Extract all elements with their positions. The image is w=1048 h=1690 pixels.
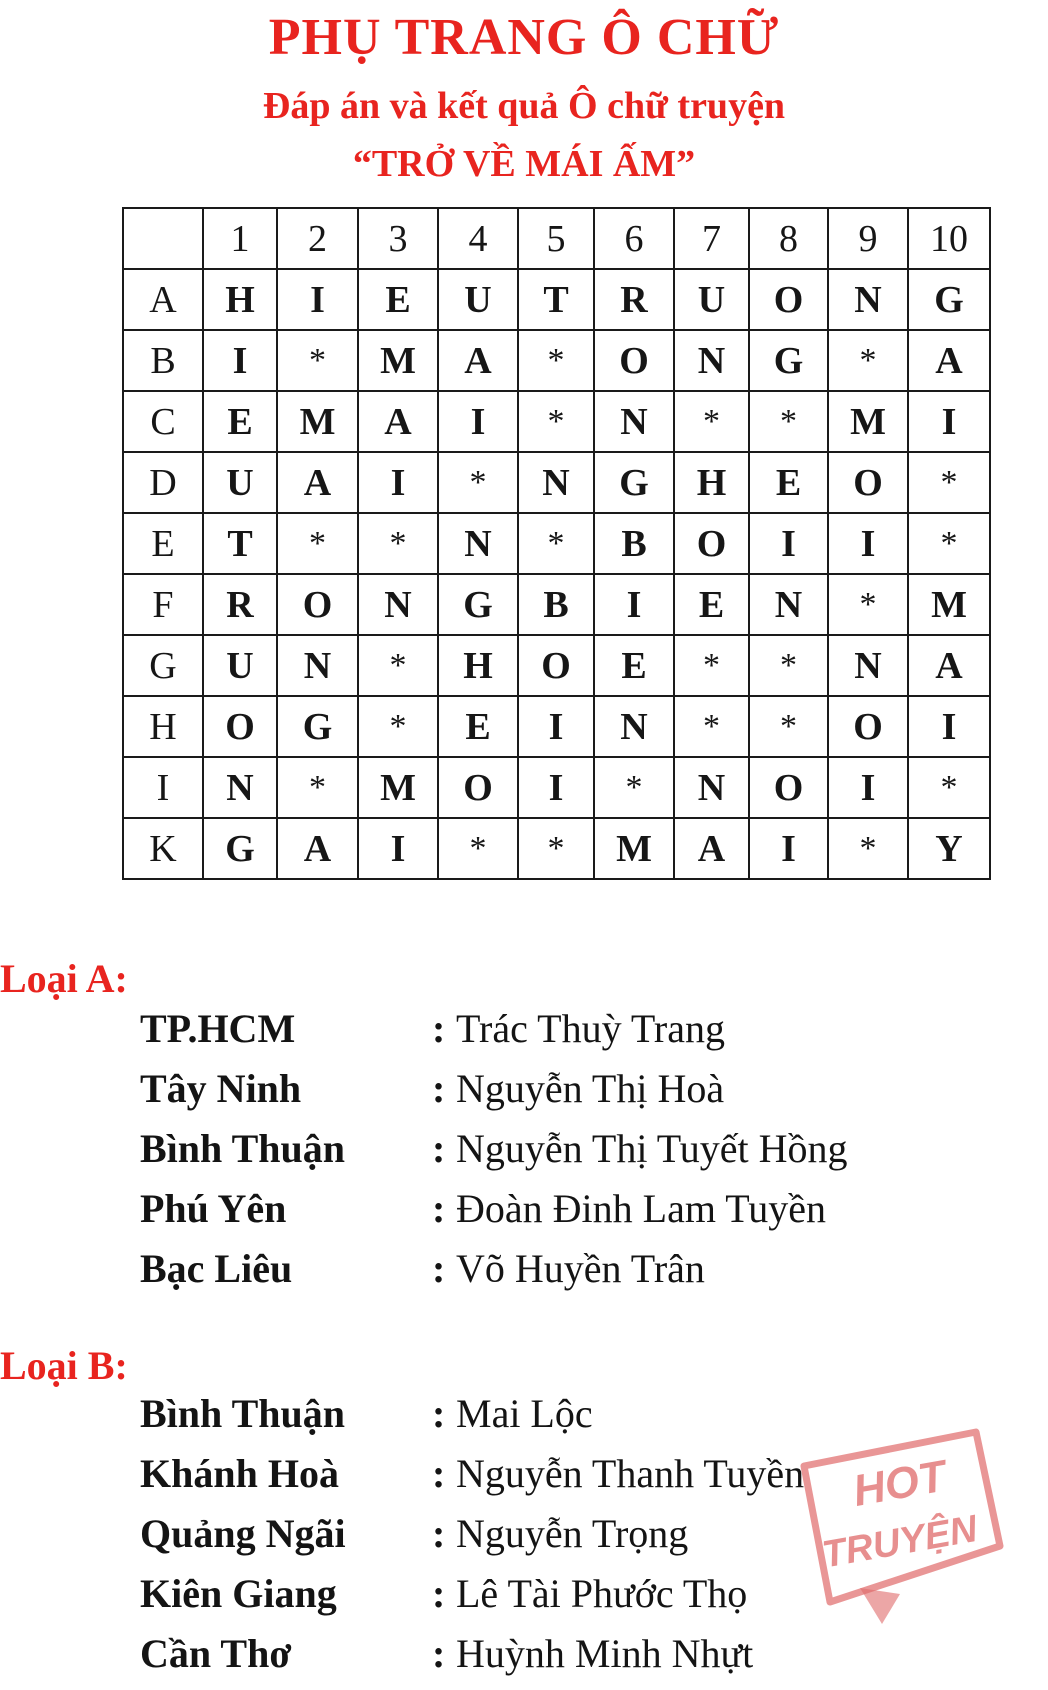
grid-cell: N: [594, 391, 674, 452]
grid-cell: N: [674, 757, 749, 818]
grid-cell: A: [438, 330, 518, 391]
grid-cell: I: [203, 330, 277, 391]
grid-row-label: D: [123, 452, 203, 513]
grid-row: [123, 696, 990, 757]
grid-row: [123, 269, 990, 330]
winner-name: Lê Tài Phước Thọ: [456, 1571, 748, 1616]
winner-place: Phú Yên: [140, 1186, 287, 1231]
grid-column-header: 1: [203, 208, 277, 269]
winner-name: Nguyễn Trọng: [456, 1511, 689, 1556]
grid-cell: I: [277, 269, 358, 330]
grid-row-label: G: [123, 635, 203, 696]
entry-separator: :: [432, 1391, 446, 1436]
grid-cell: *: [908, 452, 990, 513]
winner-place: Khánh Hoà: [140, 1451, 339, 1496]
grid-cell: Y: [908, 818, 990, 879]
grid-cell: N: [438, 513, 518, 574]
grid-row: [123, 391, 990, 452]
grid-row: [123, 330, 990, 391]
grid-cell: O: [277, 574, 358, 635]
grid-cell: G: [908, 269, 990, 330]
hot-truyen-watermark-logo: [790, 1428, 1012, 1630]
grid-cell: A: [358, 391, 438, 452]
watermark-logo-shape: [790, 1428, 1012, 1630]
grid-corner-cell: [123, 208, 203, 269]
grid-cell: B: [518, 574, 594, 635]
group-b-label: Loại B:: [0, 1343, 128, 1388]
entry-separator: :: [432, 1631, 446, 1676]
grid-cell: N: [828, 269, 908, 330]
grid-column-header: 4: [438, 208, 518, 269]
grid-row: [123, 818, 990, 879]
winner-name: Trác Thuỳ Trang: [456, 1006, 725, 1051]
winner-place: Bình Thuận: [140, 1126, 345, 1171]
grid-cell: *: [277, 757, 358, 818]
grid-cell: G: [438, 574, 518, 635]
grid-cell: *: [908, 513, 990, 574]
winner-entry: [0, 1185, 1048, 1245]
grid-cell: I: [908, 696, 990, 757]
grid-cell: U: [203, 452, 277, 513]
grid-cell: *: [749, 391, 828, 452]
page-title: PHỤ TRANG Ô CHỮ: [268, 9, 780, 66]
winner-place: Tây Ninh: [140, 1066, 302, 1111]
grid-cell: *: [358, 513, 438, 574]
winner-place: Bạc Liêu: [140, 1246, 293, 1291]
grid-cell: E: [594, 635, 674, 696]
grid-cell: O: [594, 330, 674, 391]
grid-cell: A: [908, 635, 990, 696]
grid-cell: E: [438, 696, 518, 757]
grid-cell: I: [749, 513, 828, 574]
grid-row: [123, 513, 990, 574]
grid-row-label: B: [123, 330, 203, 391]
entry-separator: :: [432, 1246, 446, 1291]
grid-cell: *: [749, 635, 828, 696]
grid-cell: *: [277, 513, 358, 574]
grid-cell: *: [828, 330, 908, 391]
winner-name: Mai Lộc: [456, 1391, 593, 1436]
winner-place: Bình Thuận: [140, 1391, 345, 1436]
grid-row: [123, 635, 990, 696]
grid-cell: H: [674, 452, 749, 513]
grid-cell: G: [203, 818, 277, 879]
grid-row: [123, 757, 990, 818]
grid-cell: A: [908, 330, 990, 391]
winner-place: Quảng Ngãi: [140, 1511, 346, 1556]
grid-row: [123, 574, 990, 635]
grid-cell: M: [594, 818, 674, 879]
grid-cell: H: [438, 635, 518, 696]
grid-cell: *: [908, 757, 990, 818]
svg-text:TRUYỆN: TRUYỆN: [819, 1507, 981, 1577]
grid-cell: *: [674, 635, 749, 696]
grid-cell: O: [749, 269, 828, 330]
entry-separator: :: [432, 1066, 446, 1111]
grid-cell: H: [203, 269, 277, 330]
grid-cell: *: [358, 635, 438, 696]
grid-cell: N: [594, 696, 674, 757]
winner-place: Cần Thơ: [140, 1631, 292, 1676]
grid-cell: *: [518, 818, 594, 879]
winner-name: Nguyễn Thị Tuyết Hồng: [456, 1126, 848, 1171]
grid-cell: M: [828, 391, 908, 452]
grid-cell: O: [828, 696, 908, 757]
grid-column-header: 8: [749, 208, 828, 269]
grid-cell: I: [358, 452, 438, 513]
grid-cell: T: [203, 513, 277, 574]
grid-cell: I: [438, 391, 518, 452]
grid-cell: O: [438, 757, 518, 818]
grid-cell: N: [203, 757, 277, 818]
winner-name: Võ Huyền Trân: [456, 1246, 705, 1291]
grid-cell: U: [438, 269, 518, 330]
page-subtitle-line2: “TRỞ VỀ MÁI ẤM”: [352, 143, 696, 185]
grid-cell: E: [749, 452, 828, 513]
grid-cell: I: [518, 696, 594, 757]
grid-cell: G: [749, 330, 828, 391]
grid-cell: *: [518, 330, 594, 391]
grid-cell: *: [518, 391, 594, 452]
grid-row-label: A: [123, 269, 203, 330]
grid-cell: E: [358, 269, 438, 330]
grid-column-header: 2: [277, 208, 358, 269]
grid-row-label: E: [123, 513, 203, 574]
grid-cell: E: [203, 391, 277, 452]
grid-cell: *: [749, 696, 828, 757]
grid-cell: *: [594, 757, 674, 818]
grid-cell: A: [674, 818, 749, 879]
grid-cell: N: [674, 330, 749, 391]
grid-cell: *: [828, 574, 908, 635]
entry-separator: :: [432, 1186, 446, 1231]
grid-row-label: I: [123, 757, 203, 818]
winner-place: TP.HCM: [140, 1006, 296, 1051]
grid-cell: I: [828, 757, 908, 818]
grid-cell: M: [277, 391, 358, 452]
page-subtitle-line1: Đáp án và kết quả Ô chữ truyện: [262, 85, 786, 127]
winner-place: Kiên Giang: [140, 1571, 337, 1616]
grid-cell: M: [908, 574, 990, 635]
winner-entry: [0, 1630, 1048, 1690]
entry-separator: :: [432, 1126, 446, 1171]
grid-cell: M: [358, 757, 438, 818]
grid-cell: T: [518, 269, 594, 330]
grid-column-header: 7: [674, 208, 749, 269]
entry-separator: :: [432, 1006, 446, 1051]
grid-column-header: 9: [828, 208, 908, 269]
grid-cell: I: [828, 513, 908, 574]
grid-cell: O: [674, 513, 749, 574]
grid-row-label: F: [123, 574, 203, 635]
winner-name: Nguyễn Thanh Tuyền: [456, 1451, 805, 1496]
grid-header-row: [123, 208, 990, 269]
grid-cell: G: [594, 452, 674, 513]
grid-cell: I: [518, 757, 594, 818]
grid-cell: A: [277, 452, 358, 513]
entry-separator: :: [432, 1571, 446, 1616]
grid-cell: I: [594, 574, 674, 635]
grid-cell: N: [749, 574, 828, 635]
grid-cell: G: [277, 696, 358, 757]
grid-cell: O: [203, 696, 277, 757]
grid-cell: E: [674, 574, 749, 635]
grid-cell: *: [438, 452, 518, 513]
svg-text:HOT: HOT: [849, 1451, 950, 1516]
grid-cell: A: [277, 818, 358, 879]
entry-separator: :: [432, 1451, 446, 1496]
grid-cell: B: [594, 513, 674, 574]
grid-cell: M: [358, 330, 438, 391]
crossword-grid: [122, 207, 991, 880]
grid-column-header: 6: [594, 208, 674, 269]
winner-name: Đoàn Đinh Lam Tuyền: [456, 1186, 826, 1231]
winner-name: Nguyễn Thị Hoà: [456, 1066, 725, 1111]
grid-cell: O: [518, 635, 594, 696]
grid-cell: *: [828, 818, 908, 879]
grid-row-label: K: [123, 818, 203, 879]
grid-cell: R: [203, 574, 277, 635]
grid-cell: N: [277, 635, 358, 696]
entry-separator: :: [432, 1511, 446, 1556]
grid-cell: *: [674, 696, 749, 757]
grid-cell: I: [908, 391, 990, 452]
grid-cell: O: [749, 757, 828, 818]
grid-cell: *: [518, 513, 594, 574]
group-a-label: Loại A:: [0, 956, 128, 1001]
grid-cell: *: [674, 391, 749, 452]
grid-cell: *: [277, 330, 358, 391]
grid-cell: R: [594, 269, 674, 330]
grid-cell: *: [358, 696, 438, 757]
grid-cell: N: [518, 452, 594, 513]
winner-entry: [0, 1125, 1048, 1185]
grid-row-label: C: [123, 391, 203, 452]
grid-row: [123, 452, 990, 513]
grid-column-header: 3: [358, 208, 438, 269]
grid-column-header: 10: [908, 208, 990, 269]
grid-cell: I: [749, 818, 828, 879]
grid-row-label: H: [123, 696, 203, 757]
grid-cell: N: [828, 635, 908, 696]
grid-cell: *: [438, 818, 518, 879]
grid-cell: O: [828, 452, 908, 513]
winner-entry: [0, 1005, 1048, 1065]
winner-entry: [0, 1245, 1048, 1305]
grid-column-header: 5: [518, 208, 594, 269]
winner-name: Huỳnh Minh Nhựt: [456, 1631, 754, 1676]
grid-cell: U: [674, 269, 749, 330]
grid-cell: N: [358, 574, 438, 635]
grid-cell: U: [203, 635, 277, 696]
winner-entry: [0, 1065, 1048, 1125]
grid-cell: I: [358, 818, 438, 879]
